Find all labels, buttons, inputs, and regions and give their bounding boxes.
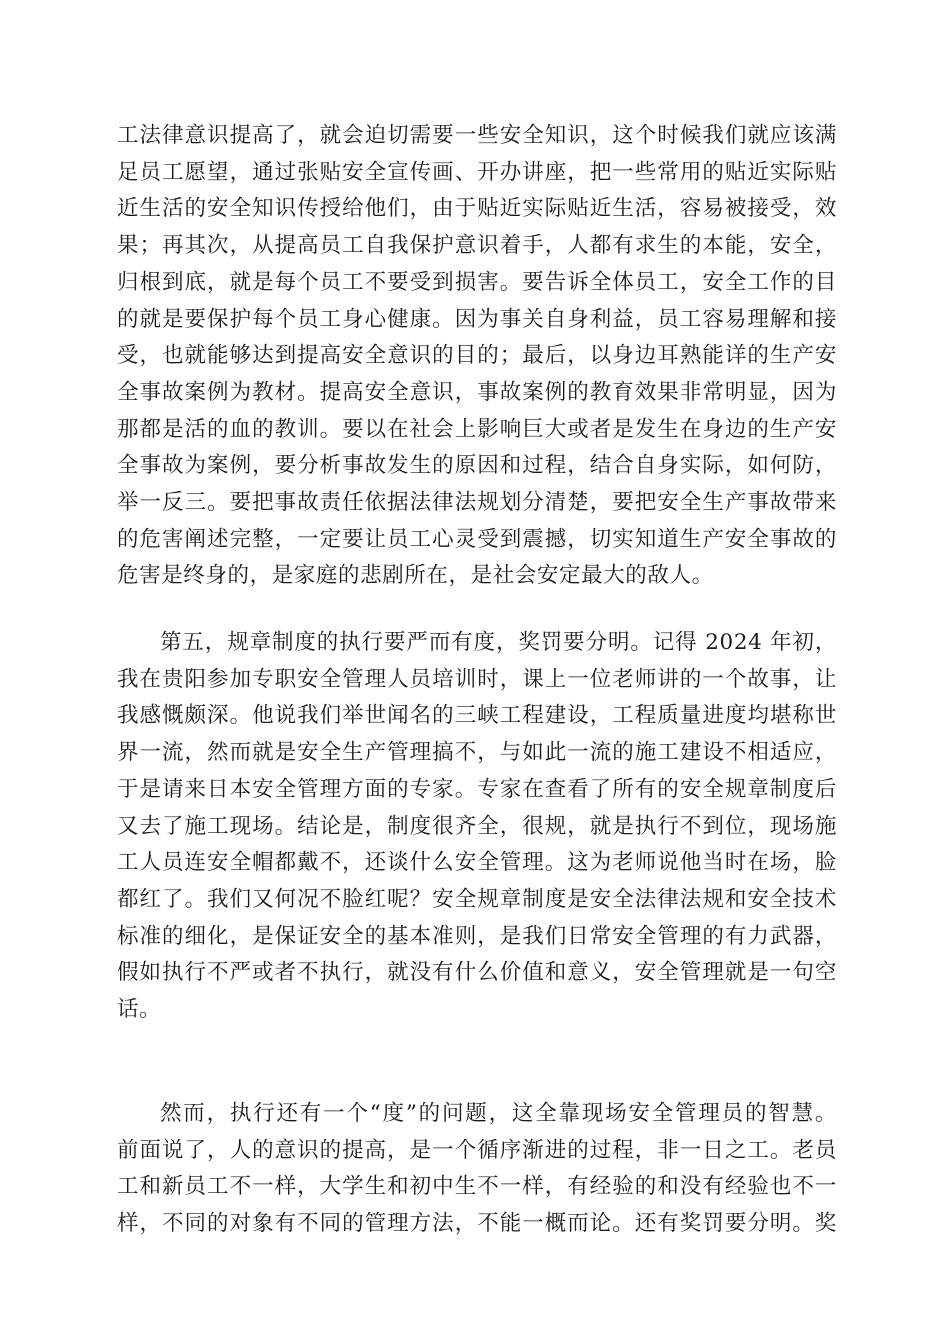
text-line: 受，也就能够达到提高安全意识的目的；最后，以身边耳熟能详的生产安 — [117, 343, 837, 369]
text-line: 近生活的安全知识传授给他们，由于贴近实际贴近生活，容易被接受，效 — [117, 196, 837, 222]
paragraph-body — [117, 625, 837, 1029]
text-line: 话。 — [117, 997, 162, 1023]
text-line: 于是请来日本安全管理方面的专家。专家在查看了所有的安全规章制度后 — [117, 776, 837, 802]
text-line: 然而，执行还有一个“度”的问题，这全靠现场安全管理员的智慧。 — [160, 1101, 837, 1126]
text-line: 界一流，然而就是安全生产管理搞不，与如此一流的施工建设不相适应， — [117, 740, 837, 766]
text-line: 的危害阐述完整，一定要让员工心灵受到震撼，切实知道生产安全事故的 — [117, 526, 837, 552]
text-line: 样，不同的对象有不同的管理方法，不能一概而论。还有奖罚要分明。奖 — [117, 1211, 837, 1237]
text-line: 全事故案例为教材。提高安全意识，事故案例的教育效果非常明显，因为 — [117, 379, 837, 405]
paragraph-degree-of-enforcement — [117, 1096, 837, 1243]
text-line: 归根到底，就是每个员工不要受到损害。要告诉全体员工，安全工作的目 — [117, 269, 837, 295]
text-line: 我在贵阳参加专职安全管理人员培训时，课上一位老师讲的一个故事，让 — [117, 666, 837, 692]
text-line: 全事故为案例，要分析事故发生的原因和过程，结合自身实际，如何防， — [117, 453, 837, 479]
text-line: 标准的细化，是保证安全的基本准则，是我们日常安全管理的有力武器， — [117, 923, 837, 949]
text-line: 的就是要保护每个员工身心健康。因为事关自身利益，员工容易理解和接 — [117, 306, 837, 332]
text-line: 第五，规章制度的执行要严而有度，奖罚要分明。记得 2024 年初， — [160, 630, 837, 655]
text-line: 工法律意识提高了，就会迫切需要一些安全知识，这个时候我们就应该满 — [117, 123, 837, 148]
paragraph-body — [117, 1096, 837, 1243]
text-line: 假如执行不严或者不执行，就没有什么价值和意义，安全管理就是一句空 — [117, 960, 837, 986]
text-line: 足员工愿望，通过张贴安全宣传画、开办讲座，把一些常用的贴近实际贴 — [117, 159, 837, 185]
text-line: 危害是终身的，是家庭的悲剧所在，是社会安定最大的敌人。 — [117, 563, 714, 589]
text-line: 果；再其次，从提高员工自我保护意识着手，人都有求生的本能，安全， — [117, 233, 837, 259]
paragraph-rules-enforcement — [117, 625, 837, 1029]
text-line: 我感慨颇深。他说我们举世闻名的三峡工程建设，工程质量进度均堪称世 — [117, 703, 837, 729]
paragraph-body — [117, 118, 837, 595]
text-line: 前面说了，人的意识的提高，是一个循序渐进的过程，非一日之工。老员 — [117, 1137, 837, 1163]
text-line: 都红了。我们又何况不脸红呢？安全规章制度是安全法律法规和安全技术 — [117, 886, 837, 912]
text-line: 又去了施工现场。结论是，制度很齐全，很规，就是执行不到位，现场施 — [117, 813, 837, 839]
paragraph-safety-awareness — [117, 118, 837, 595]
text-line: 工人员连安全帽都戴不，还谈什么安全管理。这为老师说他当时在场，脸 — [117, 850, 837, 876]
text-line: 那都是活的血的教训。要以在社会上影响巨大或者是发生在身边的生产安 — [117, 416, 837, 442]
text-line: 举一反三。要把事故责任依据法律法规划分清楚，要把安全生产事故带来 — [117, 490, 837, 516]
text-line: 工和新员工不一样，大学生和初中生不一样，有经验的和没有经验也不一 — [117, 1174, 837, 1200]
